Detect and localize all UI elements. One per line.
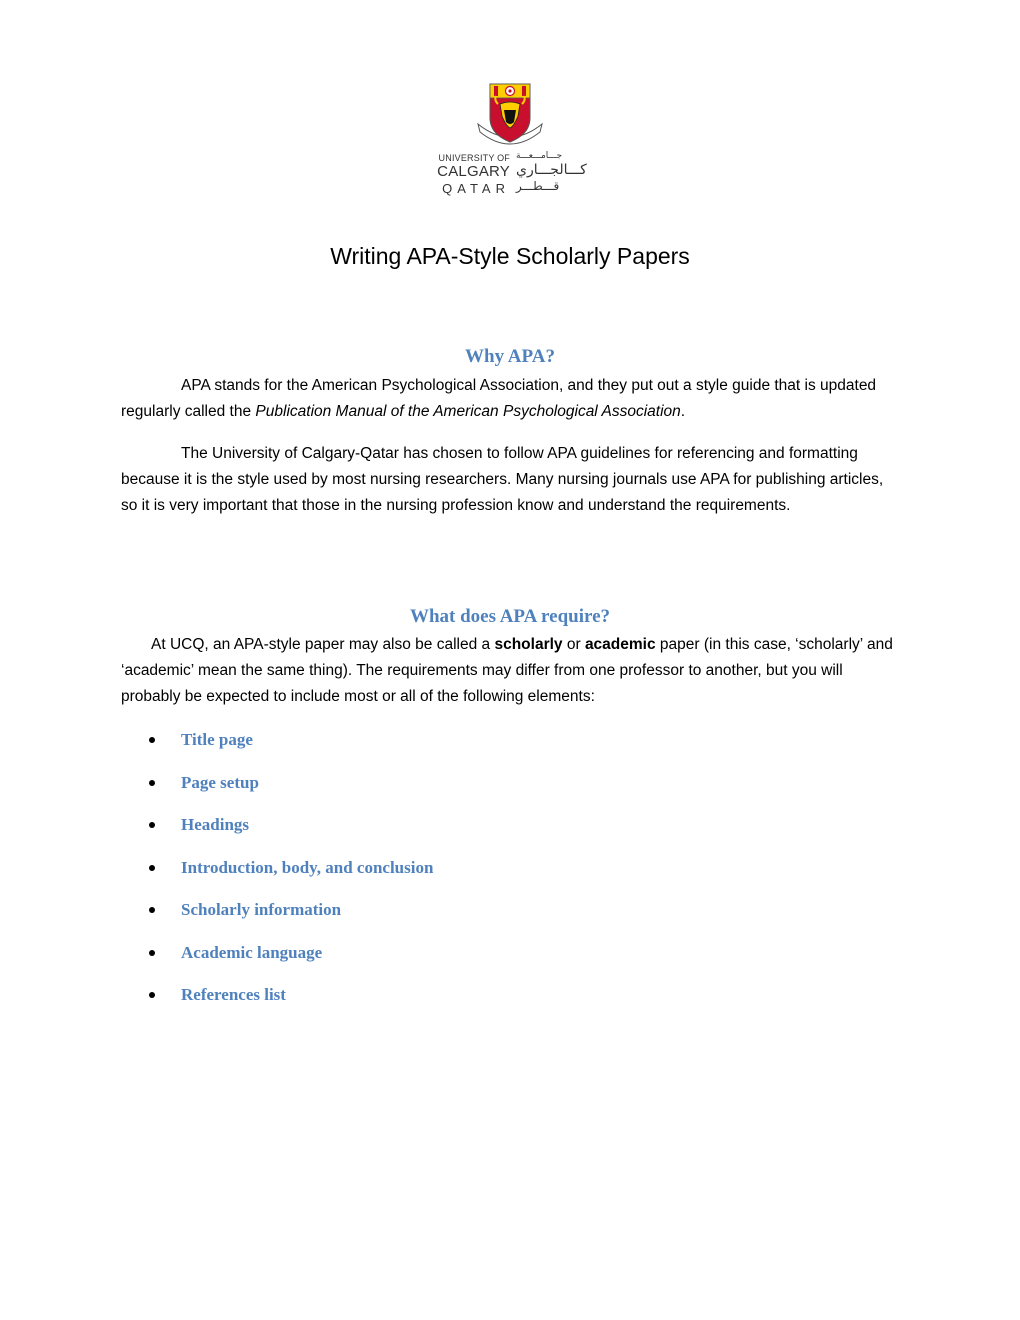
bullet-icon bbox=[149, 907, 155, 913]
logo-english-text bbox=[430, 154, 510, 195]
university-crest-icon bbox=[474, 80, 546, 148]
document-title: Writing APA-Style Scholarly Papers bbox=[330, 243, 690, 269]
heading-why-apa: Why APA? bbox=[465, 346, 555, 367]
link-references-list[interactable]: References list bbox=[181, 985, 286, 1004]
list-item bbox=[146, 855, 433, 898]
manual-title: Publication Manual of the American Psychological Association bbox=[255, 403, 681, 420]
term-academic: academic bbox=[584, 636, 656, 653]
bullet-icon bbox=[149, 822, 155, 828]
logo-arabic-line3: قـــطـــر bbox=[516, 179, 560, 193]
logo-arabic-line2: كـــالجـــاري bbox=[516, 162, 587, 178]
link-page-setup[interactable]: Page setup bbox=[181, 772, 259, 792]
bullet-icon bbox=[149, 950, 155, 956]
paragraph-text: At UCQ, an APA-style paper may also be called a bbox=[151, 636, 495, 653]
list-item bbox=[146, 812, 433, 855]
list-item bbox=[146, 770, 433, 813]
link-introduction-body-conclusion[interactable]: Introduction, body, and conclusion bbox=[181, 857, 434, 877]
paragraph-text: The University of Calgary-Qatar has chosen to follow APA guidelines for referencing and formatting because it is the style used by most nursing researchers. Many nursing journals use APA for publishing articles, so it is very important that those in the nursing profession know and understand the requirements. bbox=[121, 445, 884, 514]
paragraph-end: . bbox=[680, 403, 686, 420]
logo-line-qatar: QATAR bbox=[442, 181, 510, 196]
link-scholarly-information[interactable]: Scholarly information bbox=[181, 900, 342, 919]
link-headings[interactable]: Headings bbox=[181, 815, 250, 834]
term-scholarly: scholarly bbox=[494, 636, 563, 653]
university-logo bbox=[430, 80, 592, 200]
list-item bbox=[146, 897, 433, 940]
logo-line-university-of: UNIVERSITY OF bbox=[438, 153, 510, 163]
link-title-page[interactable]: Title page bbox=[181, 730, 253, 749]
logo-arabic-line1: جـــامـــعـــة bbox=[516, 151, 563, 161]
heading-what-does-apa-require: What does APA require? bbox=[409, 606, 611, 627]
bullet-icon bbox=[149, 992, 155, 998]
paragraph-apa-definition bbox=[121, 373, 899, 425]
paragraph-text: or bbox=[562, 636, 585, 653]
bullet-icon bbox=[149, 737, 155, 743]
bullet-icon bbox=[149, 865, 155, 871]
paragraph-ucq-apa bbox=[121, 441, 899, 519]
list-item bbox=[146, 727, 433, 770]
logo-line-calgary: CALGARY bbox=[437, 163, 510, 180]
logo-arabic-text bbox=[516, 152, 592, 198]
list-item bbox=[146, 982, 433, 1025]
elements-list bbox=[146, 727, 433, 1025]
paragraph-text: paper (in this case, ‘scholarly’ and ‘academic’ mean the same thing). The requirements may differ from one professor to another, but you will probably be expected to include most or all of the following elements: bbox=[121, 636, 893, 705]
bullet-icon bbox=[149, 780, 155, 786]
paragraph-requirements bbox=[121, 632, 899, 710]
paragraph-text: APA stands for the American Psychological Association, and they put out a style guide that is updated regularly called the bbox=[121, 377, 877, 420]
link-academic-language[interactable]: Academic language bbox=[181, 942, 323, 962]
list-item bbox=[146, 940, 433, 983]
